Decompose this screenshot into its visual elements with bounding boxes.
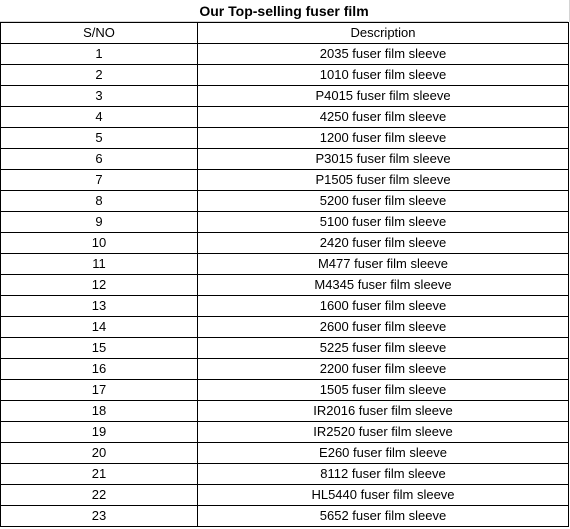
cell-sno[interactable]: 14 [1, 317, 198, 338]
cell-sno[interactable]: 16 [1, 359, 198, 380]
table-row [1, 401, 569, 422]
table-row [1, 317, 569, 338]
cell-sno[interactable]: 15 [1, 338, 198, 359]
cell-sno[interactable]: 13 [1, 296, 198, 317]
cell-sno[interactable]: 11 [1, 254, 198, 275]
table-header-row [1, 23, 569, 44]
cell-description[interactable]: 1200 fuser film sleeve [198, 128, 569, 149]
table-row [1, 359, 569, 380]
table-row [1, 170, 569, 191]
table-row [1, 443, 569, 464]
cell-description[interactable]: 2420 fuser film sleeve [198, 233, 569, 254]
cell-description[interactable]: 1600 fuser film sleeve [198, 296, 569, 317]
cell-description[interactable]: HL5440 fuser film sleeve [198, 485, 569, 506]
cell-description[interactable]: E260 fuser film sleeve [198, 443, 569, 464]
cell-sno[interactable]: 4 [1, 107, 198, 128]
table-row [1, 233, 569, 254]
cell-sno[interactable]: 17 [1, 380, 198, 401]
cell-sno[interactable]: 1 [1, 44, 198, 65]
cell-sno[interactable]: 6 [1, 149, 198, 170]
table-row [1, 107, 569, 128]
cell-description[interactable]: 8112 fuser film sleeve [198, 464, 569, 485]
cell-sno[interactable]: 10 [1, 233, 198, 254]
cell-sno[interactable]: 22 [1, 485, 198, 506]
cell-sno[interactable]: 5 [1, 128, 198, 149]
table-row [1, 380, 569, 401]
table-row [1, 275, 569, 296]
cell-sno[interactable]: 7 [1, 170, 198, 191]
product-table-body [1, 23, 569, 527]
cell-description[interactable]: P1505 fuser film sleeve [198, 170, 569, 191]
cell-description[interactable]: 1010 fuser film sleeve [198, 65, 569, 86]
cell-sno[interactable]: 20 [1, 443, 198, 464]
table-row [1, 296, 569, 317]
cell-description[interactable]: 5652 fuser film sleeve [198, 506, 569, 527]
cell-sno[interactable]: 9 [1, 212, 198, 233]
table-row [1, 422, 569, 443]
cell-sno[interactable]: 12 [1, 275, 198, 296]
cell-description[interactable]: M4345 fuser film sleeve [198, 275, 569, 296]
cell-sno[interactable]: 18 [1, 401, 198, 422]
cell-description[interactable]: IR2016 fuser film sleeve [198, 401, 569, 422]
product-table [0, 22, 569, 527]
cell-sno[interactable]: 8 [1, 191, 198, 212]
table-row [1, 128, 569, 149]
table-row [1, 464, 569, 485]
column-header-sno[interactable]: S/NO [1, 23, 198, 44]
column-header-description[interactable]: Description [198, 23, 569, 44]
cell-description[interactable]: 2035 fuser film sleeve [198, 44, 569, 65]
table-row [1, 44, 569, 65]
cell-description[interactable]: P3015 fuser film sleeve [198, 149, 569, 170]
cell-description[interactable]: 2600 fuser film sleeve [198, 317, 569, 338]
cell-description[interactable]: 5100 fuser film sleeve [198, 212, 569, 233]
table-row [1, 485, 569, 506]
table-row [1, 338, 569, 359]
cell-sno[interactable]: 3 [1, 86, 198, 107]
cell-description[interactable]: 4250 fuser film sleeve [198, 107, 569, 128]
cell-description[interactable]: M477 fuser film sleeve [198, 254, 569, 275]
table-row [1, 506, 569, 527]
cell-description[interactable]: 5200 fuser film sleeve [198, 191, 569, 212]
cell-description[interactable]: 1505 fuser film sleeve [198, 380, 569, 401]
cell-description[interactable]: 2200 fuser film sleeve [198, 359, 569, 380]
table-row [1, 212, 569, 233]
table-row [1, 86, 569, 107]
table-row [1, 65, 569, 86]
table-row [1, 254, 569, 275]
cell-description[interactable]: P4015 fuser film sleeve [198, 86, 569, 107]
table-row [1, 191, 569, 212]
sheet-title: Our Top-selling fuser film [0, 0, 568, 22]
cell-sno[interactable]: 23 [1, 506, 198, 527]
cell-sno[interactable]: 21 [1, 464, 198, 485]
cell-sno[interactable]: 2 [1, 65, 198, 86]
cell-description[interactable]: IR2520 fuser film sleeve [198, 422, 569, 443]
table-row [1, 149, 569, 170]
cell-sno[interactable]: 19 [1, 422, 198, 443]
cell-description[interactable]: 5225 fuser film sleeve [198, 338, 569, 359]
